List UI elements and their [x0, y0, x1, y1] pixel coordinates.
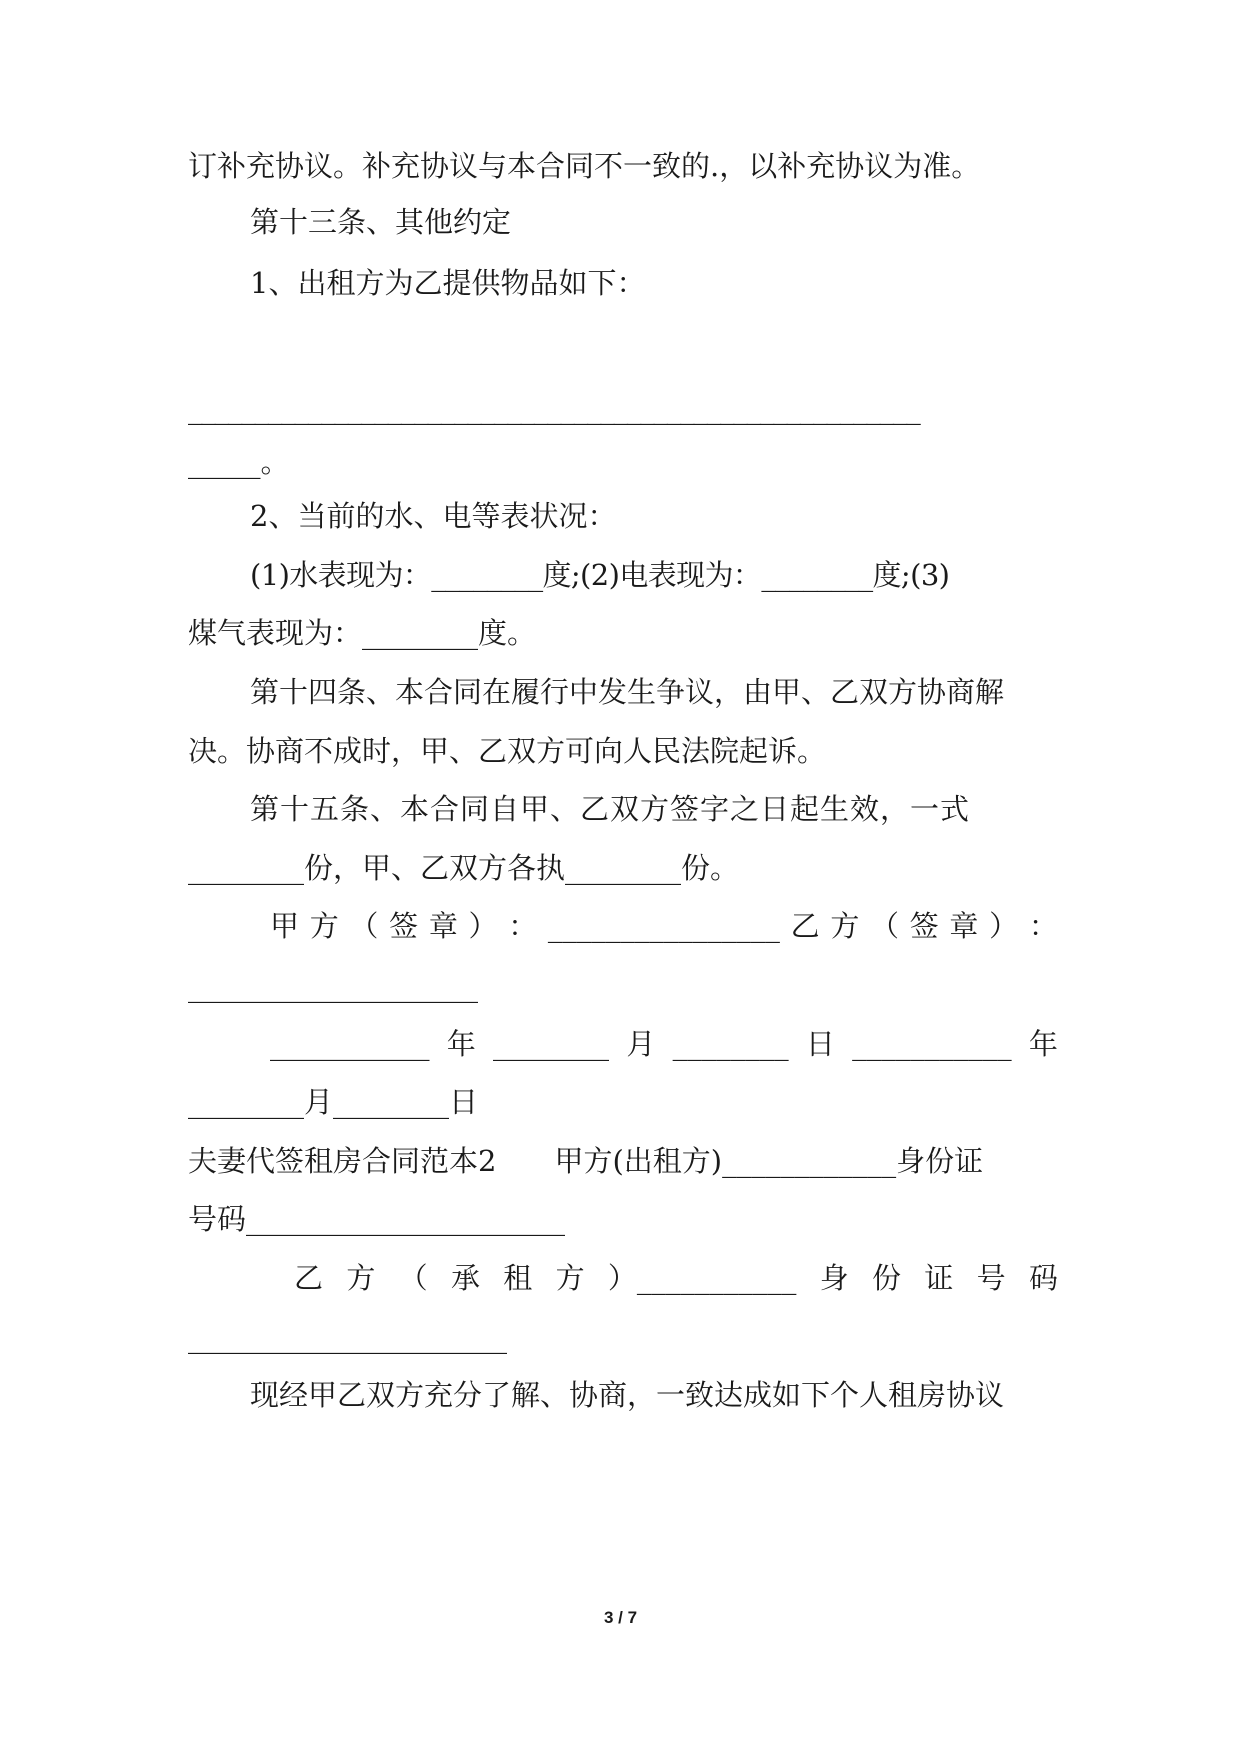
party-b-part: 号 [976, 1261, 1006, 1295]
blank-line: _______________________________________________________ [188, 391, 920, 425]
sig-part: 签 [389, 909, 419, 943]
party-b-part: 码 [1028, 1261, 1058, 1295]
sig-part: 甲 [270, 909, 300, 943]
date-line [270, 1024, 1058, 1064]
sig-part: ： [508, 909, 538, 943]
text-line: 2、当前的水、电等表状况： [250, 499, 617, 533]
sig-part: ________________ [547, 909, 780, 943]
date-part: 月 [626, 1027, 656, 1061]
sig-part: 方 [830, 909, 860, 943]
date-part: ___________ [270, 1027, 430, 1061]
sig-part: 方 [309, 909, 339, 943]
text-line: 号码______________________ [188, 1202, 566, 1236]
date-part: 年 [1028, 1027, 1058, 1061]
date-line-continued: ________月________日 [188, 1085, 479, 1119]
date-part: 年 [446, 1027, 476, 1061]
party-b-part: （ [398, 1261, 428, 1295]
date-part: ________ [493, 1027, 610, 1061]
sig-part: ： [1028, 909, 1058, 943]
sig-part: ） [989, 909, 1019, 943]
sig-part: 签 [909, 909, 939, 943]
party-b-part: 乙 [294, 1261, 324, 1295]
blank-line: _____。 [188, 445, 290, 479]
party-b-part: ）___________ [607, 1261, 797, 1295]
sig-part: 乙 [790, 909, 820, 943]
party-b-part: 份 [872, 1261, 902, 1295]
sig-part: （ [349, 909, 379, 943]
contract-title-line: 夫妻代签租房合同范本2 甲方(出租方)____________身份证 [188, 1144, 984, 1178]
text-line: 订补充协议。补充协议与本合同不一致的.，以补充协议为准。 [188, 149, 981, 183]
meter-readings-line: (1)水表现为：________度;(2)电表现为：________度;(3) [250, 558, 950, 592]
text-line: 1、出租方为乙提供物品如下： [250, 266, 646, 300]
sig-part: 章 [428, 909, 458, 943]
text-line: 决。协商不成时，甲、乙双方可向人民法院起诉。 [188, 734, 827, 768]
blank-line: ____________________ [188, 969, 478, 1003]
text-line: 现经甲乙双方充分了解、协商，一致达成如下个人租房协议 [250, 1378, 1005, 1412]
text-line: ________份，甲、乙双方各执________份。 [188, 851, 740, 885]
date-part: 日 [805, 1027, 835, 1061]
sig-part: 章 [949, 909, 979, 943]
party-b-part: 租 [503, 1261, 533, 1295]
party-b-part: 方 [346, 1261, 376, 1295]
text-line: 煤气表现为：________度。 [188, 616, 537, 650]
clause-14-line: 第十四条、本合同在履行中发生争议，由甲、乙双方协商解 [250, 675, 1005, 709]
blank-line: ______________________ [188, 1320, 507, 1354]
sig-part: ） [468, 909, 498, 943]
clause-15-line: 第十五条、本合同自甲、乙双方签字之日起生效，一式 [250, 792, 971, 826]
date-part: ___________ [852, 1027, 1012, 1061]
party-b-part: 承 [450, 1261, 480, 1295]
party-b-part: 方 [555, 1261, 585, 1295]
page-number: 3 / 7 [603, 1608, 638, 1627]
clause-13-heading: 第十三条、其他约定 [250, 205, 512, 239]
party-b-part: 证 [924, 1261, 954, 1295]
party-b-line [294, 1258, 1058, 1298]
date-part: ________ [672, 1027, 789, 1061]
party-b-part: 身 [819, 1261, 849, 1295]
sig-part: （ [870, 909, 900, 943]
signature-line [270, 906, 1058, 946]
